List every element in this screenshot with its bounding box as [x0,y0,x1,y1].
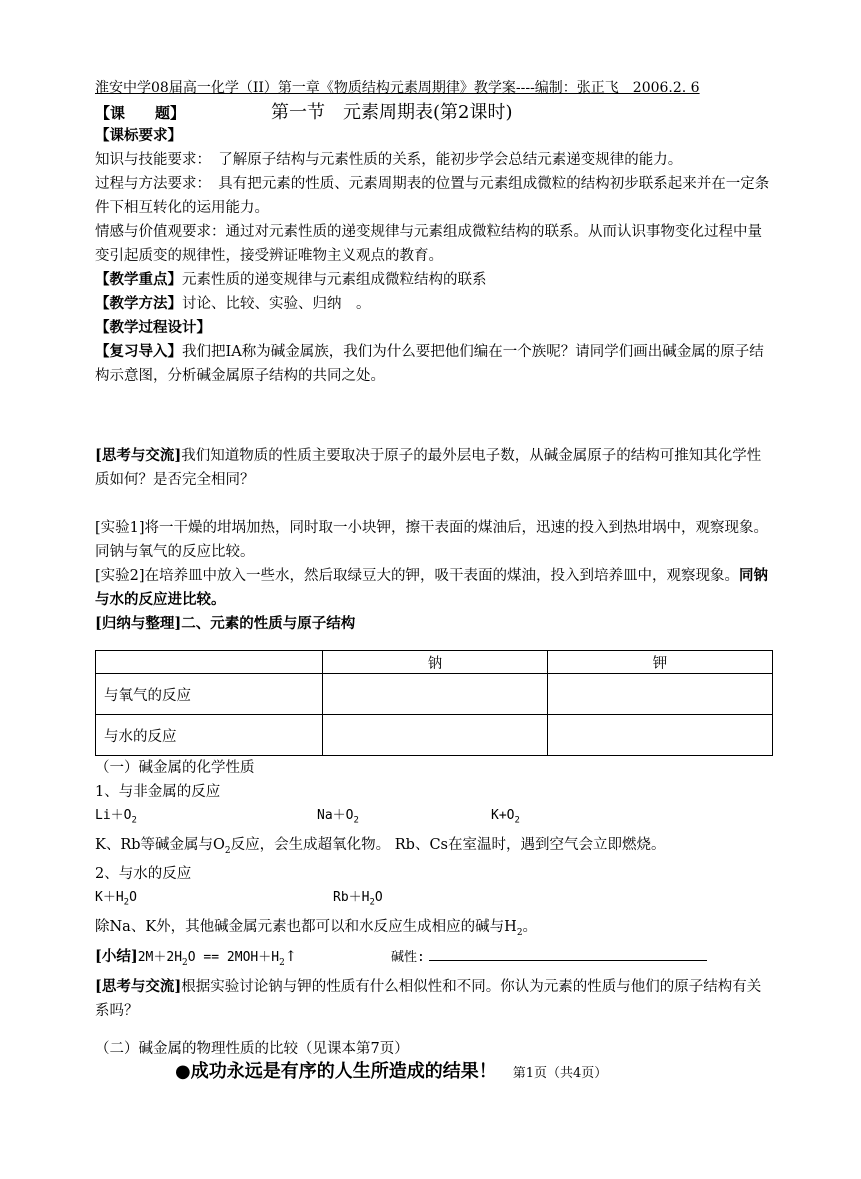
nonmetal-reaction-heading: 1、与非金属的反应 [95,784,221,800]
page-number: 第1页（共4页） [512,1066,608,1081]
review-label: 【复习导入】 [95,343,182,360]
standards-process: 过程与方法要求： 具有把元素的性质、元素周期表的位置与元素组成微粒的结构初步联系起来并在一定条件下相互转化的运用能力。 [95,176,770,216]
summary-equation: [小结]$2M+2H_2O$ == $2MOH+H_2↑$ [95,947,297,968]
lesson-title: 第一节 元素周期表(第2课时) [271,102,513,123]
experiment-2 [95,564,775,612]
water-reaction-heading: 2、与水的反应 [95,866,192,883]
table-cell-blank [548,674,773,715]
review-intro [95,340,775,388]
design-heading: 【教学过程设计】 [95,319,211,336]
document-page [95,78,775,1061]
teaching-method [95,292,775,316]
experiment-1: [实验1]将一干燥的坩埚加热，同时取一小块钾，擦干表面的煤油后，迅速的投入到热坩埚中，观察现象。同钠与氧气的反应比较。 [95,520,769,560]
review-text: 我们把ⅠA称为碱金属族，我们为什么要把他们编在一个族呢？请同学们画出碱金属的原子结构示意图，分析碱金属原子结构的共同之处。 [95,344,764,384]
table-cell-blank [323,715,548,756]
chem-props-heading: （一）碱金属的化学性质 [95,760,255,776]
alkalinity-fill [391,945,707,975]
think-exchange-2 [95,975,775,1023]
think-2-text: 根据实验讨论钠与钾的性质有什么相似性和不同。你认为元素的性质与他们的原子结构有关系吗？ [95,978,762,1019]
equation-na-o2: $Na+O_2$ [317,808,359,826]
lesson-title-row [95,98,775,124]
teaching-method-label: 【教学方法】 [95,295,182,312]
table-row [96,715,773,756]
teaching-method-text: 讨论、比较、实验、归纳 。 [182,296,371,312]
key-point-text: 元素性质的递变规律与元素组成微粒结构的联系 [182,272,487,288]
table-col-sodium: 钠 [323,651,548,674]
table-row-label-oxygen: 与氧气的反应 [96,674,323,715]
summary-heading: [归纳与整理]二、元素的性质与原子结构 [95,615,356,632]
standards-emotion: 情感与价值观要求：通过对元素性质的递变规律与元素组成微粒结构的联系。从而认识事物变化过程中量变引起质变的规律性，接受辨证唯物主义观点的教育。 [95,224,762,264]
standards-knowledge: 知识与技能要求： 了解原子结构与元素性质的关系，能初步学会总结元素递变规律的能力。 [95,152,683,168]
key-point [95,268,775,292]
table-row-label-water: 与水的反应 [96,715,323,756]
alkalinity-label: 碱性: [391,949,425,965]
think-1-text: 我们知道物质的性质主要取决于原子的最外层电子数，从碱金属原子的结构可推知其化学性质如何？是否完全相同？ [95,448,762,488]
equation-rb-h2o: $Rb+H_2O$ [333,890,383,909]
oxygen-equations [95,804,775,833]
table-cell-blank [323,674,548,715]
page-footer [175,1057,607,1083]
comparison-table [95,650,773,756]
think-2-label: [思考与交流] [95,977,182,995]
equation-k-o2: $K+O_2$ [491,808,520,826]
table-row [96,674,773,715]
equation-k-h2o: $K+H_2O$ [95,890,137,909]
key-point-label: 【教学重点】 [95,271,182,288]
standards-heading: 【课标要求】 [95,127,182,144]
physical-props-heading: （二）碱金属的物理性质的比较（见课本第7页） [95,1040,409,1057]
think-exchange-1 [95,444,775,492]
table-col-potassium: 钾 [548,651,773,674]
footer-motto: ●成功永远是有序的人生所造成的结果！ [175,1061,497,1082]
water-equations [95,886,775,915]
experiment-2-bold: 同钠与水的反应进比较。 [95,567,769,608]
superoxide-note: K、Rb等碱金属与$O_2$反应，会生成超氧化物。 Rb、Cs在室温时，遇到空气会立即燃烧。 [95,836,666,856]
table-cell-blank [548,715,773,756]
summary-equation-row [95,945,775,975]
table-header-row [96,651,773,674]
hydrogen-note: 除Na、K外，其他碱金属元素也都可以和水反应生成相应的碱与$H_2$。 [95,919,538,938]
table-corner-cell [96,651,323,674]
lesson-title-label: 【课 题】 [95,104,186,122]
alkalinity-blank-line [429,946,707,961]
equation-li-o2: $Li+O_2$ [95,808,137,826]
experiment-2-text: [实验2]在培养皿中放入一些水，然后取绿豆大的钾，吸干表面的煤油，投入到培养皿中，观察现象。 [95,568,740,584]
think-1-label: [思考与交流] [95,447,182,464]
document-header: 淮安中学08届高一化学（II）第一章《物质结构元素周期律》教学案----编制：张正飞 2006.2. 6 [95,80,700,96]
